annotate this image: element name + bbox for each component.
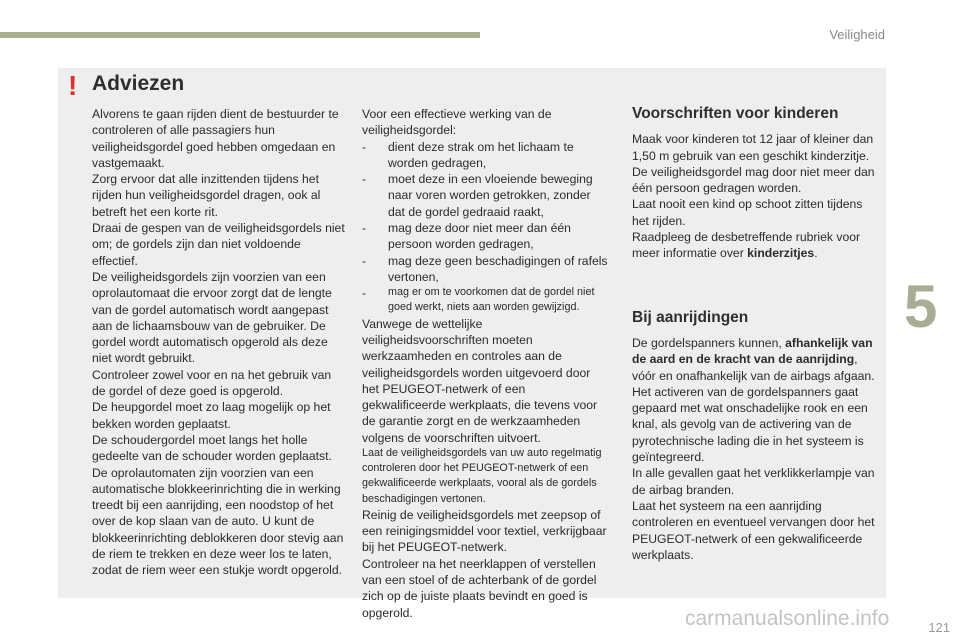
header-bar [0, 32, 480, 38]
paragraph: Vanwege de wettelijke veiligheidsvoorschriften moeten werkzaamheden en controles aan de veiligheidsgordels worden uitgevoerd door het PEUGEOT-netwerk of een gekwalificeerde werkplaats, die tevens voor de garantie zorgt en de werkzaamheden volgens de voorschriften uitvoert. [362, 316, 598, 445]
paragraph: Draai de gespen van de veiligheidsgordels niet om; de gordels zijn dan niet voldoende effectief. [92, 221, 345, 268]
heading-collisions: Bij aanrijdingen [632, 308, 749, 326]
column-advice [92, 106, 347, 579]
section-title: Veiligheid [829, 27, 885, 42]
chapter-number: 5 [904, 273, 938, 340]
watermark: carmanualsonline.info [685, 607, 890, 630]
paragraph: Raadpleeg de desbetreffende rubriek voor meer informatie over kinderzitjes. [632, 230, 861, 261]
paragraph: De schoudergordel moet langs het holle gedeelte van de schouder worden geplaatst. [92, 432, 332, 464]
column-children-crash [632, 106, 882, 563]
paragraph: De veiligheidsgordels zijn voorzien van een oprolautomaat die ervoor zorgt dat de lengte van de gordel automatisch wordt aangepast aan de lichaamsbouw van de gebruiker. De gordel wordt automatisch opgerold als deze niet wordt gebruikt. [92, 269, 332, 366]
paragraph: Alvorens te gaan rijden dient de bestuurder te controleren of alle passagiers hun veiligheidsgordel goed hebben omgedaan en vastgemaakt. [92, 107, 339, 170]
list-item: - mag er om te voorkomen dat de gordel niet goed werkt, niets aan worden gewijzigd. [362, 286, 595, 314]
paragraph: De heupgordel moet zo laag mogelijk op het bekken worden geplaatst. [92, 400, 331, 431]
panel-title: Adviezen [92, 72, 185, 95]
paragraph: Zorg ervoor dat alle inzittenden tijdens het rijden hun veiligheidsgordel dragen, ook al betreft het een korte rit. [92, 172, 321, 219]
paragraph: Controleer na het neerklappen of verstellen van een stoel of de achterbank of de gordel zich op de juiste plaats bevindt en goed is opgerold. [362, 556, 597, 620]
paragraph: Laat nooit een kind op schoot zitten tijdens het rijden. [632, 197, 863, 228]
paragraph: In alle gevallen gaat het verklikkerlampje van de airbag branden. [632, 466, 875, 497]
paragraph: Het activeren van de gordelspanners gaat gepaard met wat onschadelijke rook en een knal, als gevolg van de activering van de pyrotechnische lading die in het systeem is geïntegreerd. [632, 384, 868, 465]
paragraph: Voor een effectieve werking van de veiligheidsgordel: [362, 107, 552, 138]
paragraph: De oprolautomaten zijn voorzien van een automatische blokkeerinrichting die in werking treedt bij een aanrijding, een noodstop of het over de kop slaan van de auto. U kunt de blokkeerinrichting deblokkeren door stevig aan de riem te trekken en deze weer los te laten, zodat de riem weer een stukje wordt opgerold. [92, 465, 344, 578]
paragraph: Reinig de veiligheidsgordels met zeepsop of een reinigingsmiddel voor textiel, verkrijgbaar bij het PEUGEOT-netwerk. [362, 507, 607, 555]
list-item: - mag deze door niet meer dan één persoon worden gedragen, [362, 221, 571, 252]
paragraph: De gordelspanners kunnen, afhankelijk van de aard en de kracht van de aanrijding, vóór en onafhankelijk van de airbags afgaan. [632, 335, 875, 383]
warning-icon: ! [68, 70, 78, 101]
list-item: - moet deze in een vloeiende beweging naar voren worden getrokken, zonder dat de gordel gedraaid raakt, [362, 172, 593, 219]
list-item: - dient deze strak om het lichaam te worden gedragen, [362, 139, 574, 170]
list-item: - mag deze geen beschadigingen of rafels vertonen, [362, 253, 608, 284]
page-number: 121 [928, 620, 950, 635]
paragraph: Laat de veiligheidsgordels van uw auto regelmatig controleren door het PEUGEOT-netwerk of een gekwalificeerde werkplaats, vooral als de gordels beschadigingen vertonen. [362, 447, 602, 505]
heading-children: Voorschriften voor kinderen [632, 105, 839, 122]
paragraph: Controleer zowel voor en na het gebruik van de gordel of deze goed is opgerold. [92, 367, 332, 399]
paragraph: Laat het systeem na een aanrijding controleren en eventueel vervangen door het PEUGEOT-netwerk of een gekwalificeerde werkplaats. [632, 498, 875, 562]
paragraph: De veiligheidsgordel mag door niet meer dan één persoon gedragen worden. [632, 164, 875, 196]
column-effective-use [362, 106, 610, 621]
paragraph: Maak voor kinderen tot 12 jaar of kleiner dan 1,50 m gebruik van een geschikt kinderzitje. [632, 132, 874, 163]
